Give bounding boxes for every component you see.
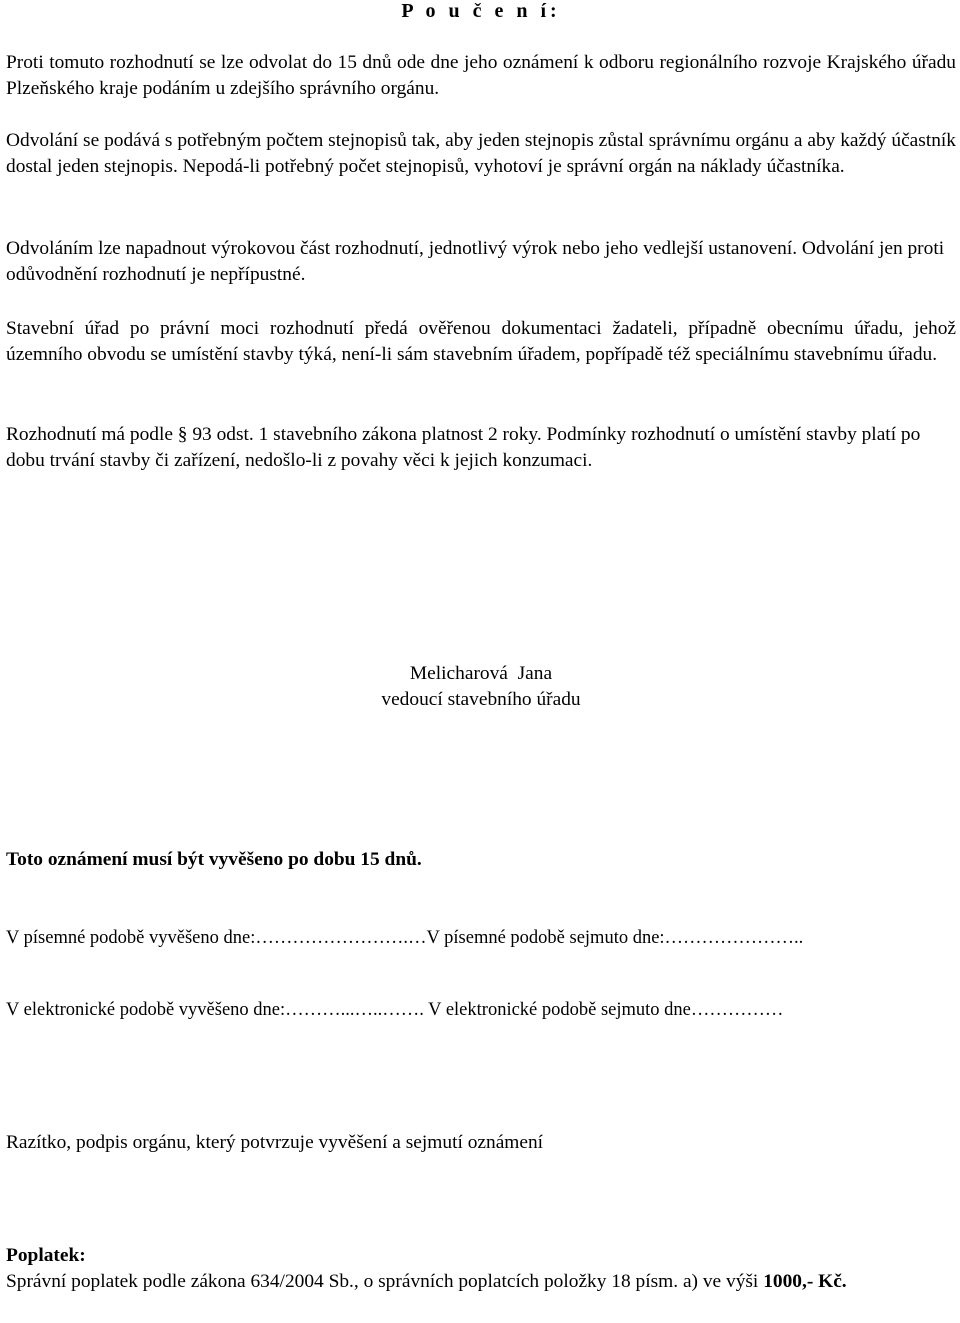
posting-notice: Toto oznámení musí být vyvěšeno po dobu 15 dnů. (6, 849, 422, 870)
fee-amount: 1000,- Kč. (763, 1271, 847, 1292)
copies-paragraph: Odvolání se podává s potřebným počtem stejnopisů tak, aby jeden stejnopis zůstal správnímu orgánu a aby každý účastník dostal jeden stejnopis. Nepodá-li potřebný počet stejnopisů, vyhotoví je správní orgán na náklady účastníka. (6, 130, 956, 177)
stamp-signature-line: Razítko, podpis orgánu, který potvrzuje vyvěšení a sejmutí oznámení (6, 1132, 544, 1153)
fee-text: Správní poplatek podle zákona 634/2004 Sb., o správních poplatcích položky 18 písm. a) ve výši (6, 1271, 764, 1292)
appeal-deadline-paragraph: Proti tomuto rozhodnutí se lze odvolat do 15 dnů ode dne jeho oznámení k odboru regionálního rozvoje Krajského úřadu Plzeňského kraje podáním u zdejšího správního orgánu. (6, 52, 956, 99)
validity-paragraph: Rozhodnutí má podle § 93 odst. 1 stavebního zákona platnost 2 roky. Podmínky rozhodnutí o umístění stavby platí po dobu trvání stavby či zařízení, nedošlo-li z povahy věci k jejich konzumaci. (6, 424, 921, 471)
electronic-posting-line: V elektronické podobě vyvěšeno dne:………...…..……. V elektronické podobě sejmuto dne…………… (6, 1000, 784, 1020)
fee-title: Poplatek: (6, 1245, 86, 1266)
paper-posting-line: V písemné podobě vyvěšeno dne:…………………….…V písemné podobě sejmuto dne:………………….. (6, 928, 804, 948)
documentation-paragraph: Stavební úřad po právní moci rozhodnutí předá ověřenou dokumentaci žadateli, případně obecnímu úřadu, jehož územního obvodu se umístění stavby týká, není-li sám stavebním úřadem, popřípadě též speciálnímu stavebnímu úřadu. (6, 318, 956, 365)
instructions-heading: P o u č e n í: (401, 0, 561, 22)
fee-paragraph (6, 1269, 956, 1295)
signatory-name: Melicharová Jana (409, 663, 553, 684)
appeal-scope-paragraph: Odvoláním lze napadnout výrokovou část rozhodnutí, jednotlivý výrok nebo jeho vedlejší ustanovení. Odvolání jen proti odůvodnění rozhodnutí je nepřípustné. (6, 238, 945, 285)
signatory-role: vedoucí stavebního úřadu (381, 689, 581, 710)
